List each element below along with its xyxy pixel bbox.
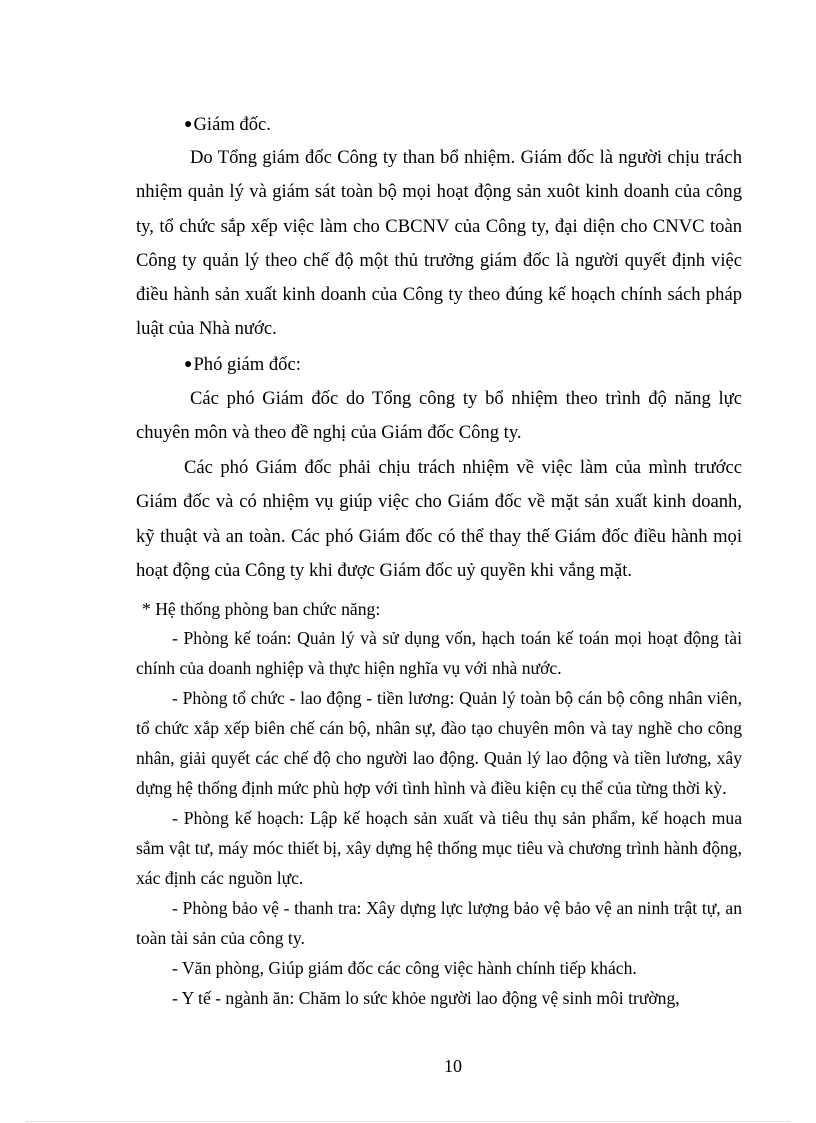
director-heading	[184, 110, 271, 140]
director-paragraph-block	[136, 141, 742, 347]
bullet-icon: ●	[184, 117, 193, 132]
department-item: - Phòng kế hoạch: Lập kế hoạch sản xuất và tiêu thụ sản phẩm, kế hoạch mua sắm vật tư, máy móc thiết bị, xây dựng hệ thống mục tiêu và chương trình hành động, xác định các nguồn lực.	[136, 808, 742, 888]
bottom-divider	[26, 1121, 790, 1122]
deputy-paragraph-1-block	[136, 382, 742, 451]
deputy-heading-text: Phó giám đốc:	[193, 354, 301, 375]
deputy-paragraph-2-block	[136, 451, 742, 588]
director-heading-text: Giám đốc.	[193, 114, 271, 135]
deputy-paragraph-1: Các phó Giám đốc do Tổng công ty bổ nhiệm theo trình độ năng lực chuyên môn và theo đề nghị của Giám đốc Công ty.	[136, 388, 742, 444]
deputy-heading	[184, 350, 301, 380]
department-item: - Văn phòng, Giúp giám đốc các công việc hành chính tiếp khách.	[172, 958, 637, 978]
bullet-icon: ●	[184, 357, 193, 372]
departments-heading: * Hệ thống phòng ban chức năng:	[142, 599, 381, 619]
department-item: - Phòng kế toán: Quản lý và sử dụng vốn, hạch toán kế toán mọi hoạt động tài chính của doanh nghiệp và thực hiện nghĩa vụ với nhà nước.	[136, 628, 742, 678]
departments-list	[136, 623, 742, 1013]
department-item: - Phòng bảo vệ - thanh tra: Xây dựng lực lượng bảo vệ bảo vệ an ninh trật tự, an toàn tài sản của công ty.	[136, 898, 742, 948]
department-item: - Phòng tổ chức - lao động - tiền lương: Quản lý toàn bộ cán bộ công nhân viên, tổ chức xắp xếp biên chế cán bộ, nhân sự, đào tạo chuyên môn và tay nghề cho công nhân, giải quyết các chế độ cho người lao động. Quản lý lao động và tiền lương, xây dựng hệ thống định mức phù hợp với tình hình và điều kiện cụ thể của từng thời kỳ.	[136, 688, 742, 798]
department-item: - Y tế - ngành ăn: Chăm lo sức khỏe người lao động vệ sinh môi trường,	[172, 988, 680, 1008]
deputy-paragraph-2: Các phó Giám đốc phải chịu trách nhiệm về việc làm của mình trướcc Giám đốc và có nhiệm vụ giúp việc cho Giám đốc về mặt sản xuất kinh doanh, kỹ thuật và an toàn. Các phó Giám đốc có thể thay thế Giám đốc điều hành mọi hoạt động của Công ty khi được Giám đốc uỷ quyền khi vắng mặt.	[136, 457, 742, 581]
director-paragraph: Do Tổng giám đốc Công ty than bổ nhiệm. Giám đốc là người chịu trách nhiệm quản lý và giám sát toàn bộ mọi hoạt động sản xuôt kinh doanh của công ty, tổ chức sắp xếp việc làm cho CBCNV của Công ty, đại diện cho CNVC toàn Công ty quản lý theo chế độ một thủ trưởng giám đốc là người quyết định việc điều hành sản xuất kinh doanh của Công ty theo đúng kế hoạch chính sách pháp luật của Nhà nước.	[136, 147, 742, 340]
page-number: 10	[444, 1056, 462, 1076]
